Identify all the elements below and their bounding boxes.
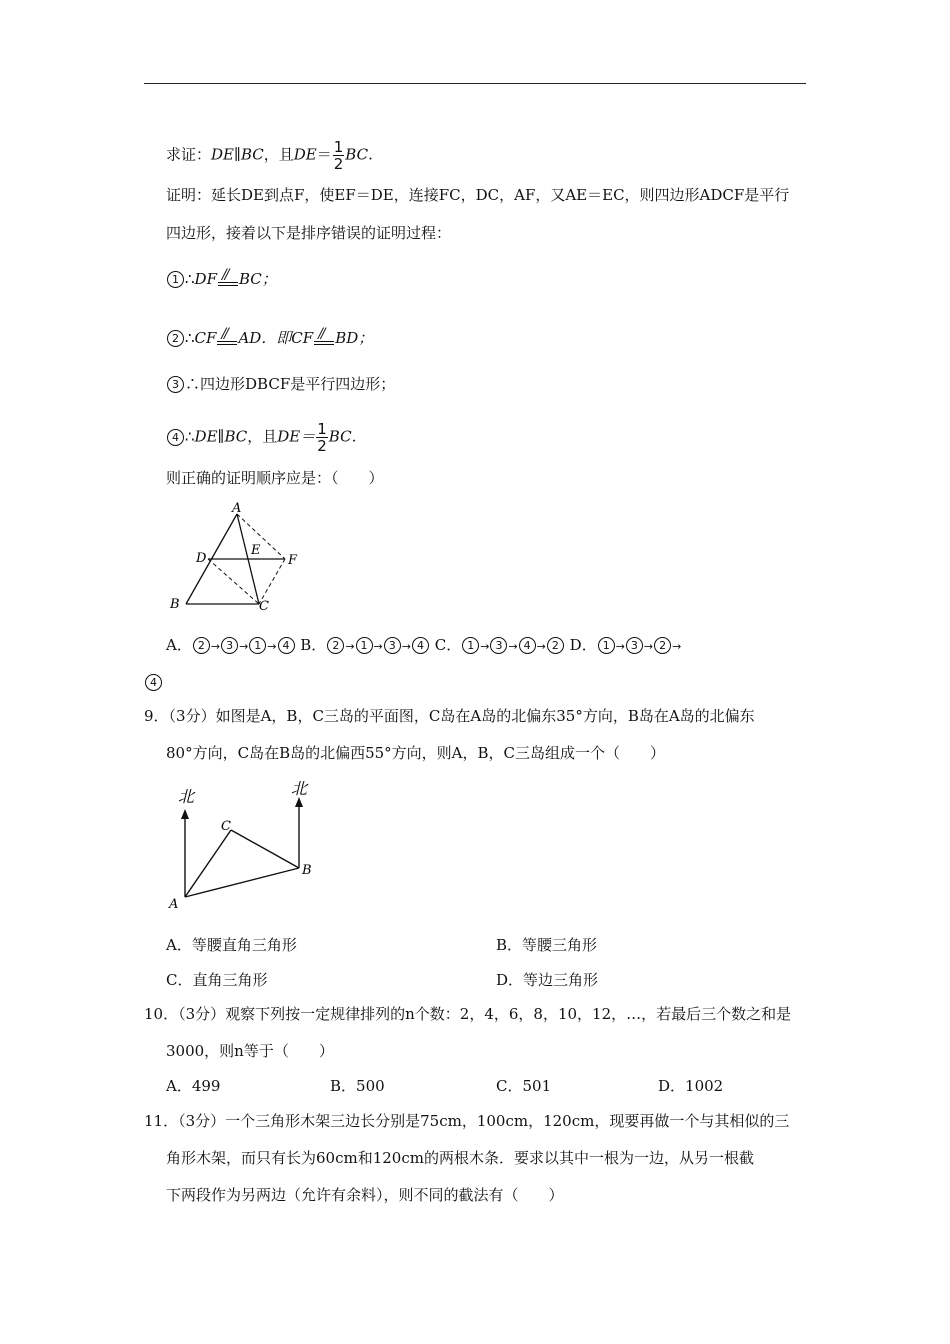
figure-islands (160, 775, 330, 915)
q8-options (166, 635, 681, 657)
island-label-b: B (302, 863, 312, 878)
fraction-half: $\frac{1}{2}$ (317, 420, 327, 455)
proof-step-3: 3 ∴四边形DBCF是平行四边形； (166, 374, 395, 394)
point-label-b: B (170, 597, 180, 612)
q10-option-b[interactable]: B．500 (330, 1077, 385, 1095)
q8-option-d[interactable]: D． 1 → 3 → 2 → (569, 636, 682, 654)
q8-option-c[interactable]: C． 1 → 3 → 4 → 2 (435, 636, 565, 654)
island-label-a: A (169, 897, 179, 912)
q9-line1: 9．（3分）如图是A，B，C三岛的平面图，C岛在A岛的北偏东35°方向，B岛在A岛的北偏东 (144, 707, 755, 725)
proof-intro-line1: 证明：延长DE到点F，使EF＝DE，连接FC，DC，AF，又AE＝EC，则四边形ADCF是平行 (166, 186, 790, 204)
proof-step-4: 4 ∴DE∥BC，且DE＝ $\frac{1}{2}$ BC． (166, 421, 367, 454)
header-rule (144, 83, 806, 84)
q11-line2: 角形木架，而只有长为60cm和120cm的两根木条．要求以其中一根为一边，从另一根截 (166, 1149, 754, 1167)
q10-option-a[interactable]: A．499 (166, 1077, 221, 1095)
proof-intro-line2: 四边形，接着以下是排序错误的证明过程： (166, 224, 452, 242)
parallel-equal-symbol: // (217, 268, 239, 288)
q10-line1: 10．（3分）观察下列按一定规律排列的n个数：2，4，6，8，10，12，…，若最后三个数之和是 (144, 1005, 792, 1023)
q10-option-d[interactable]: D．1002 (658, 1077, 724, 1095)
figure-parallelogram (160, 498, 310, 618)
proof-claim: 求证：DE∥BC，且DE＝ $\frac{1}{2}$ BC. (166, 138, 373, 173)
q9-line2: 80°方向，C岛在B岛的北偏西55°方向，则A，B，C三岛组成一个（ ） (166, 744, 666, 762)
point-label-a: A (232, 501, 242, 516)
q8-question: 则正确的证明顺序应是：（ ） (166, 469, 384, 487)
q9-option-d[interactable]: D．等边三角形 (496, 971, 599, 989)
parallel-equal-symbol: // (216, 327, 238, 347)
point-label-e: E (251, 543, 261, 558)
q9-option-b[interactable]: B．等腰三角形 (496, 936, 598, 954)
parallel-equal-symbol: // (313, 327, 335, 347)
q10-option-c[interactable]: C．501 (496, 1077, 552, 1095)
proof-step-1: 1 ∴DF // BC； (166, 268, 277, 289)
q8-option-d-continued: 4 (144, 672, 163, 692)
north-label-a: 北 (178, 787, 195, 806)
q10-line2: 3000，则n等于（ ） (166, 1042, 334, 1060)
q8-option-a[interactable]: A． 2 → 3 → 1 → 4 (166, 636, 296, 654)
q9-option-c[interactable]: C．直角三角形 (166, 971, 268, 989)
island-label-c: C (221, 819, 231, 834)
point-label-d: D (196, 551, 207, 566)
north-label-b: 北 (291, 779, 308, 798)
proof-step-2: 2 ∴CF // AD．即CF // BD； (166, 327, 373, 348)
point-label-f: F (288, 553, 298, 568)
q11-line1: 11．（3分）一个三角形木架三边长分别是75cm，100cm，120cm，现要再做一个与其相似的三 (144, 1112, 790, 1130)
q9-option-a[interactable]: A．等腰直角三角形 (166, 936, 297, 954)
q11-line3: 下两段作为另两边（允许有余料），则不同的截法有（ ） (166, 1186, 564, 1204)
q8-option-b[interactable]: B． 2 → 1 → 3 → 4 (300, 636, 430, 654)
point-label-c: C (259, 599, 269, 614)
fraction-half: $\frac{1}{2}$ (333, 138, 344, 173)
